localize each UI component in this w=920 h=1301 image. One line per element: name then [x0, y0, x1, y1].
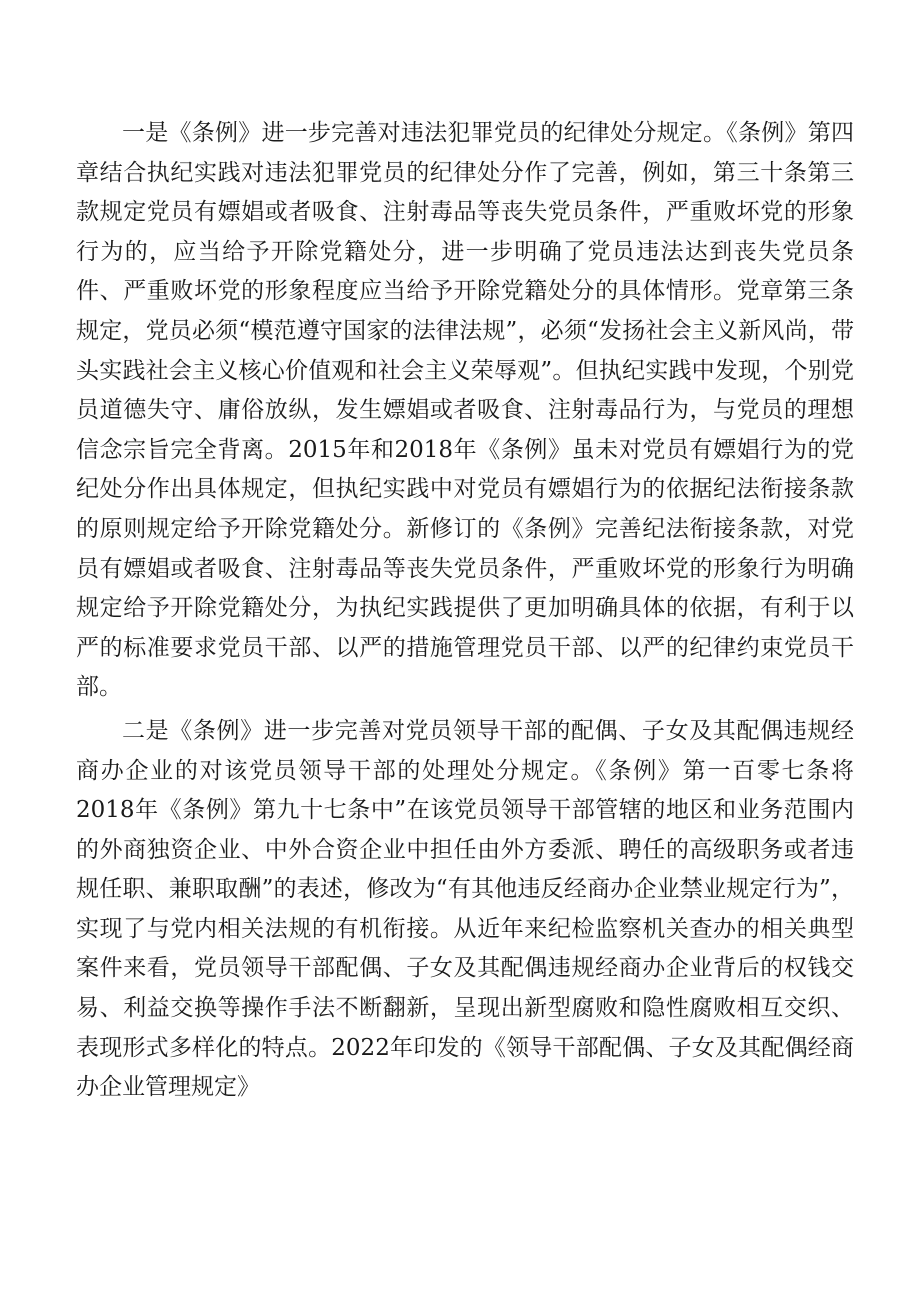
paragraph-2: 二是《条例》进一步完善对党员领导干部的配偶、子女及其配偶违规经商办企业的对该党员领导干部的处理处分规定。《条例》第一百零七条将2018年《条例》第九十七条中”在该党员领导干部管辖的地区和业务范围内的外商独资企业、中外合资企业中担任由外方委派、聘任的高级职务或者违规任职、兼职取酬”的表述，修改为“有其他违反经商办企业禁业规定行为”，实现了与党内相关法规的有机衔接。从近年来纪检监察机关查办的相关典型案件来看，党员领导干部配偶、子女及其配偶违规经商办企业背后的权钱交易、利益交换等操作手法不断翻新，呈现出新型腐败和隐性腐败相互交织、表现形式多样化的特点。2022年印发的《领导干部配偶、子女及其配偶经商办企业管理规定》	[76, 717, 854, 1101]
paragraph-1: 一是《条例》进一步完善对违法犯罪党员的纪律处分规定。《条例》第四章结合执纪实践对违法犯罪党员的纪律处分作了完善，例如，第三十条第三款规定党员有嫖娼或者吸食、注射毒品等丧失党员条件，严重败坏党的形象行为的，应当给予开除党籍处分，进一步明确了党员违法达到丧失党员条件、严重败坏党的形象程度应当给予开除党籍处分的具体情形。党章第三条规定，党员必须“模范遵守国家的法律法规”，必须“发扬社会主义新风尚，带头实践社会主义核心价值观和社会主义荣辱观”。但执纪实践中发现，个别党员道德失守、庸俗放纵，发生嫖娼或者吸食、注射毒品行为，与党员的理想信念宗旨完全背离。2015年和2018年《条例》虽未对党员有嫖娼行为的党纪处分作出具体规定，但执纪实践中对党员有嫖娼行为的依据纪法衔接条款的原则规定给予开除党籍处分。新修订的《条例》完善纪法衔接条款，对党员有嫖娼或者吸食、注射毒品等丧失党员条件，严重败坏党的形象行为明确规定给予开除党籍处分，为执纪实践提供了更加明确具体的依据，有利于以严的标准要求党员干部、以严的措施管理党员干部、以严的纪律约束党员干部。	[76, 120, 854, 701]
document-page	[76, 114, 854, 1108]
